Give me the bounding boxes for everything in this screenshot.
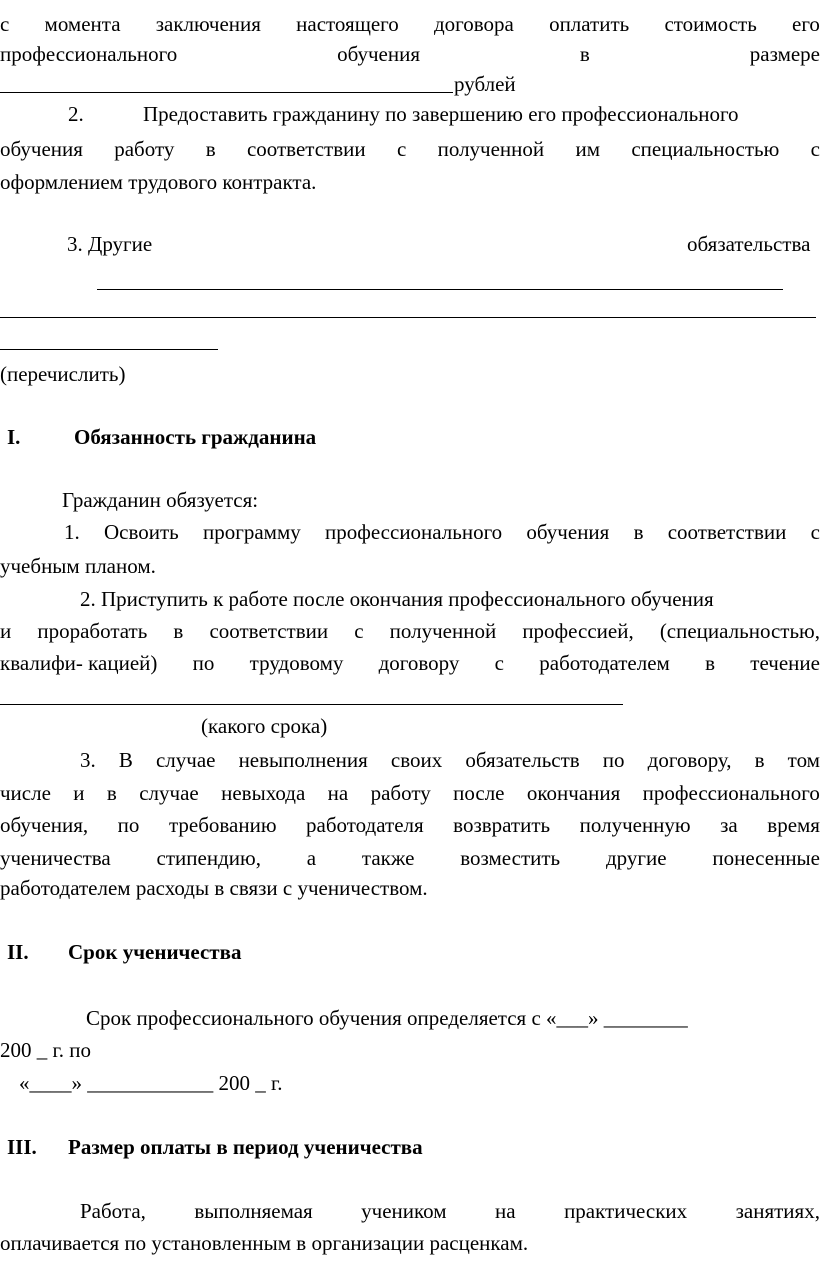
word: числе bbox=[0, 781, 51, 805]
item-2-number: 2. bbox=[68, 102, 84, 126]
word: по bbox=[602, 748, 625, 772]
word: в bbox=[173, 619, 184, 643]
word: профессионального bbox=[0, 42, 178, 66]
word: случае bbox=[155, 748, 216, 772]
word: договору bbox=[378, 651, 460, 675]
section-1-item-3-line-5: работодателем расходы в связи с ученичеством. bbox=[0, 876, 428, 900]
word: работу bbox=[114, 137, 175, 161]
word: по bbox=[117, 813, 140, 837]
word: его bbox=[792, 12, 820, 36]
word: занятиях, bbox=[735, 1199, 820, 1223]
word: на bbox=[495, 1199, 516, 1223]
section-2-line-3: «____» ____________ 200 _ г. bbox=[19, 1071, 283, 1095]
amount-blank bbox=[0, 92, 453, 93]
word: с bbox=[810, 520, 820, 544]
item-3-right-label: обязательства bbox=[687, 232, 811, 256]
section-3-numeral: III. bbox=[7, 1135, 37, 1159]
section-1-item-2-line-1: 2. Приступить к работе после окончания профессионального обучения bbox=[80, 587, 714, 611]
word: В bbox=[118, 748, 133, 772]
item-2-line-2 bbox=[0, 139, 820, 160]
word: договора bbox=[433, 12, 514, 36]
section-2-title: Срок ученичества bbox=[68, 940, 242, 964]
section-1-item-2-line-3 bbox=[0, 653, 820, 674]
word: размере bbox=[749, 42, 820, 66]
item-3-label: 3. Другие bbox=[67, 232, 153, 256]
word: договору, bbox=[647, 748, 732, 772]
enumerate-note: (перечислить) bbox=[0, 362, 126, 386]
section-1-title: Обязанность гражданина bbox=[74, 425, 317, 449]
section-1-item-3-line-3 bbox=[0, 815, 820, 836]
obligations-blank-1 bbox=[97, 289, 783, 290]
currency-label: рублей bbox=[454, 72, 516, 96]
word: Освоить bbox=[103, 520, 179, 544]
word: полученной bbox=[437, 137, 545, 161]
section-1-item-1-line-1 bbox=[64, 522, 820, 543]
item-2-line-1: Предоставить гражданину по завершению его профессионального bbox=[143, 102, 739, 126]
word: профессионального bbox=[642, 781, 820, 805]
payment-line-1 bbox=[0, 14, 820, 35]
word: на bbox=[327, 781, 349, 805]
section-2-line-1: Срок профессионального обучения определяется с «___» ________ bbox=[86, 1006, 688, 1030]
word: случае bbox=[139, 781, 199, 805]
word: с bbox=[0, 12, 10, 36]
word: течение bbox=[750, 651, 820, 675]
word: стипендию, bbox=[156, 846, 261, 870]
word: за bbox=[720, 813, 738, 837]
word: с bbox=[494, 651, 504, 675]
section-1-intro: Гражданин обязуется: bbox=[62, 488, 259, 512]
word: в bbox=[633, 520, 644, 544]
word: окончания bbox=[526, 781, 621, 805]
word: и bbox=[0, 619, 12, 643]
word: профессионального bbox=[324, 520, 503, 544]
word: стоимость bbox=[664, 12, 757, 36]
word: в bbox=[106, 781, 117, 805]
word: специальностью bbox=[631, 137, 780, 161]
word: соответствии bbox=[209, 619, 329, 643]
word: возместить bbox=[460, 846, 561, 870]
word: по bbox=[192, 651, 215, 675]
word: соответствии bbox=[246, 137, 366, 161]
word: другие bbox=[605, 846, 667, 870]
section-2-line-2: 200 _ г. по bbox=[0, 1038, 91, 1062]
section-3-title: Размер оплаты в период ученичества bbox=[68, 1135, 423, 1159]
word: полученной bbox=[389, 619, 497, 643]
word: момента bbox=[44, 12, 121, 36]
section-3-line-1 bbox=[80, 1201, 820, 1222]
word: обучения, bbox=[0, 813, 89, 837]
word: практических bbox=[564, 1199, 688, 1223]
word: профессией, bbox=[522, 619, 634, 643]
term-note: (какого срока) bbox=[201, 714, 328, 738]
word: своих bbox=[390, 748, 443, 772]
section-1-item-3-line-2 bbox=[0, 783, 820, 804]
word: 3. bbox=[80, 748, 96, 772]
word: настоящего bbox=[296, 12, 399, 36]
section-1-item-2-line-2 bbox=[0, 621, 820, 642]
word: работу bbox=[370, 781, 431, 805]
word: обязательств bbox=[465, 748, 580, 772]
word: в bbox=[705, 651, 716, 675]
word: проработать bbox=[37, 619, 148, 643]
payment-line-2 bbox=[0, 44, 820, 65]
section-2-numeral: II. bbox=[7, 940, 29, 964]
word: после bbox=[453, 781, 505, 805]
word: обучения bbox=[337, 42, 421, 66]
section-1-item-3-line-1 bbox=[80, 750, 820, 771]
word: полученную bbox=[579, 813, 691, 837]
word: требованию bbox=[168, 813, 277, 837]
word: невыхода bbox=[221, 781, 306, 805]
word: программу bbox=[202, 520, 301, 544]
word: работодателем bbox=[539, 651, 670, 675]
word: и bbox=[73, 781, 85, 805]
word: с bbox=[810, 137, 820, 161]
obligations-blank-3 bbox=[0, 349, 218, 350]
word: работодателя bbox=[306, 813, 424, 837]
word: с bbox=[396, 137, 407, 161]
word: соответствии bbox=[667, 520, 787, 544]
word: обучения bbox=[526, 520, 610, 544]
word: в bbox=[579, 42, 590, 66]
word: возвратить bbox=[453, 813, 551, 837]
word: им bbox=[575, 137, 601, 161]
word: оплатить bbox=[549, 12, 630, 36]
word: с bbox=[354, 619, 364, 643]
word: ученичества bbox=[0, 846, 111, 870]
section-1-numeral: I. bbox=[7, 425, 21, 449]
word: а bbox=[306, 846, 317, 870]
word: также bbox=[361, 846, 415, 870]
word: (специальностью, bbox=[659, 619, 820, 643]
obligations-blank-2 bbox=[0, 317, 816, 318]
item-2-line-3: оформлением трудового контракта. bbox=[0, 170, 317, 194]
section-1-item-1-line-2: учебным планом. bbox=[0, 554, 156, 578]
section-3-line-2: оплачивается по установленным в организации расценкам. bbox=[0, 1231, 529, 1255]
term-blank bbox=[0, 704, 623, 705]
word: Работа, bbox=[80, 1199, 146, 1223]
word: время bbox=[767, 813, 820, 837]
word: 1. bbox=[64, 520, 80, 544]
word: обучения bbox=[0, 137, 83, 161]
word: трудовому bbox=[249, 651, 344, 675]
word: заключения bbox=[155, 12, 261, 36]
word: в bbox=[754, 748, 765, 772]
word: том bbox=[787, 748, 820, 772]
word: квалифи- кацией) bbox=[0, 651, 158, 675]
word: выполняемая bbox=[194, 1199, 313, 1223]
word: в bbox=[205, 137, 216, 161]
word: невыполнения bbox=[238, 748, 368, 772]
section-1-item-3-line-4 bbox=[0, 848, 820, 869]
word: учеником bbox=[361, 1199, 447, 1223]
word: понесенные bbox=[712, 846, 820, 870]
